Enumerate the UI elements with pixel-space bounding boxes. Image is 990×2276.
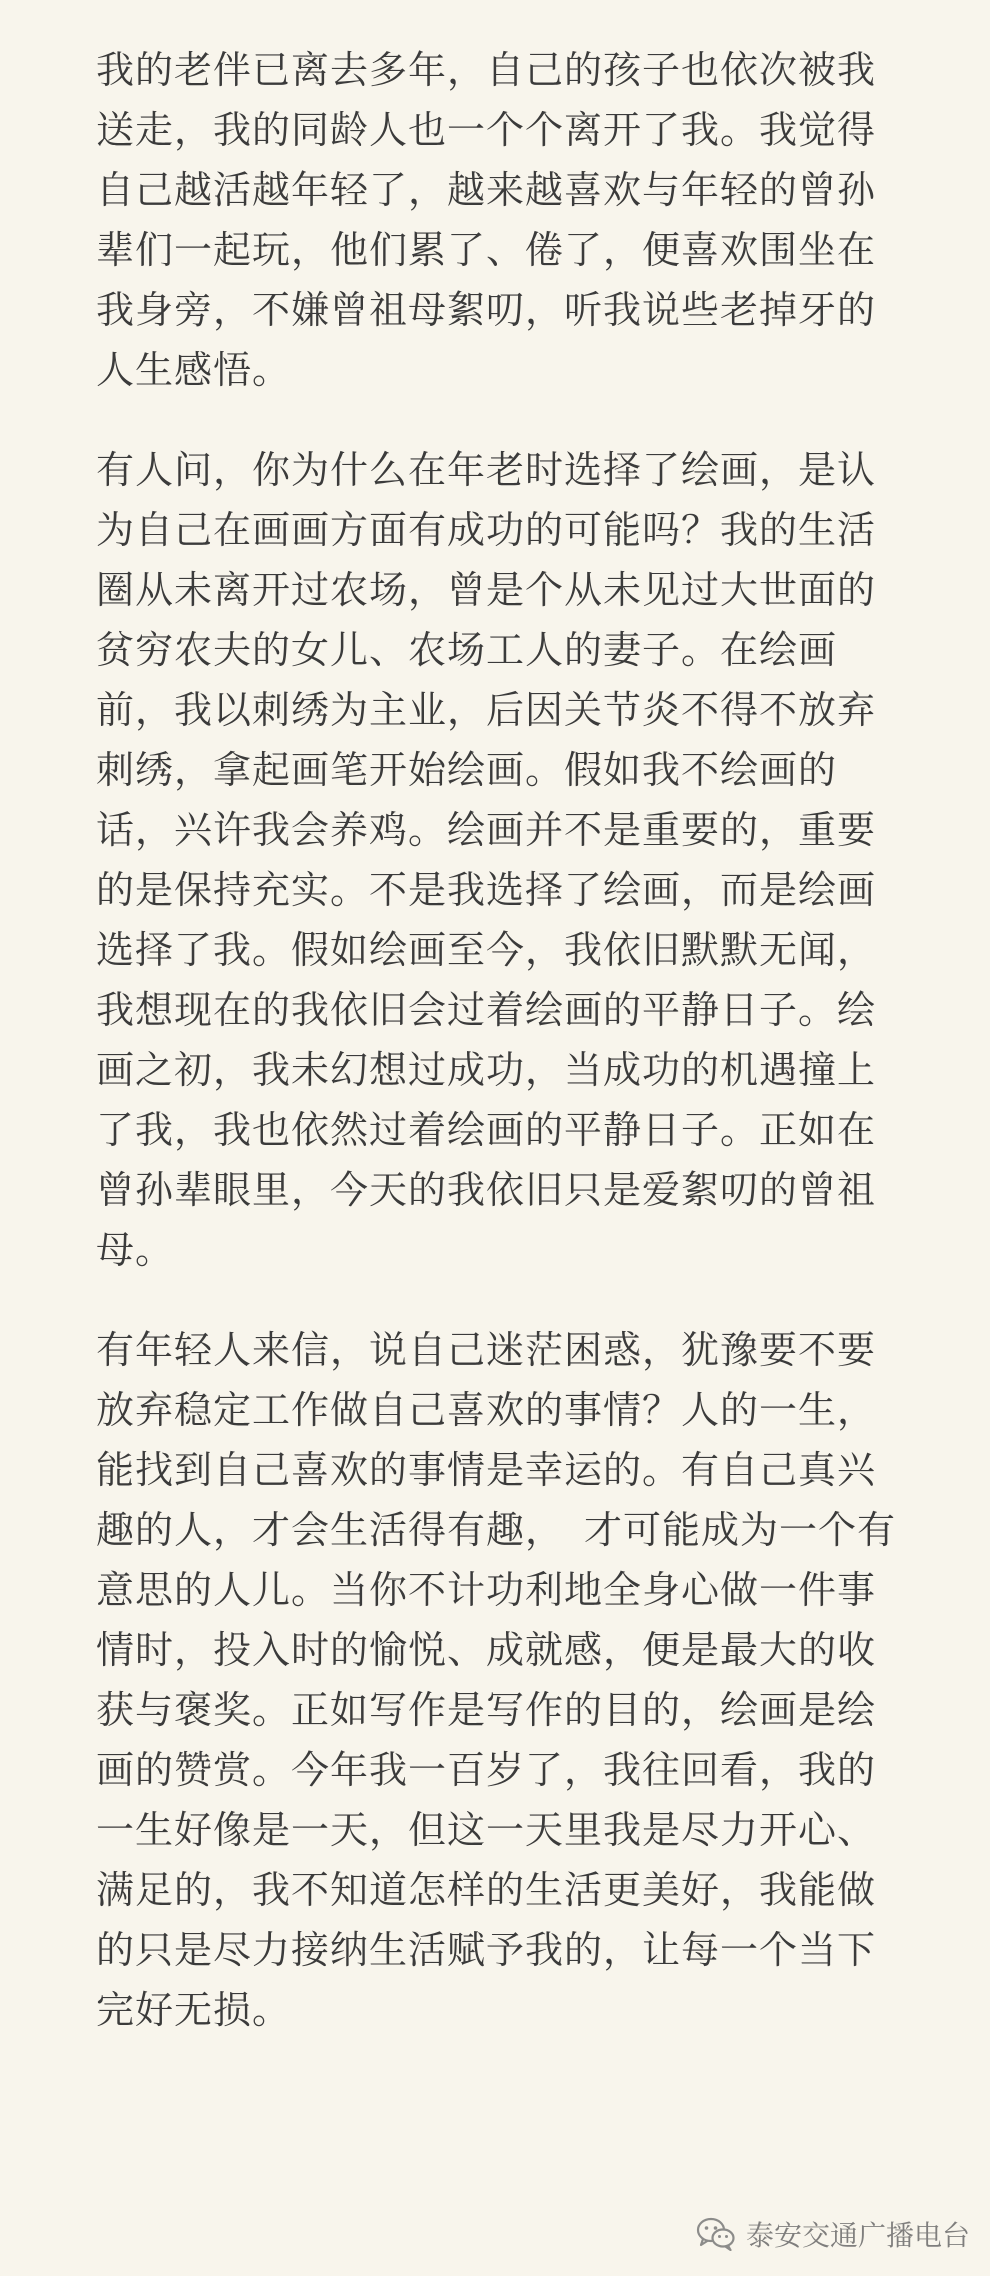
wechat-icon <box>696 2217 736 2251</box>
text-line: 圈从未离开过农场，曾是个从未见过大世面的 <box>96 568 877 612</box>
text-line: 获与褒奖。正如写作是写作的目的，绘画是绘 <box>96 1688 877 1732</box>
text-line: 母。 <box>96 1228 175 1272</box>
watermark-text: 泰安交通广播电台 <box>745 2219 970 2252</box>
text-line: 一生好像是一天，但这一天里我是尽力开心、 <box>96 1808 877 1852</box>
text-line: 的只是尽力接纳生活赋予我的，让每一个当下 <box>96 1928 877 1972</box>
text-line: 自己越活越年轻了，越来越喜欢与年轻的曾孙 <box>96 168 877 212</box>
text-line: 的是保持充实。不是我选择了绘画，而是绘画 <box>96 868 877 912</box>
text-line: 话，兴许我会养鸡。绘画并不是重要的，重要 <box>96 808 877 852</box>
text-line: 为自己在画画方面有成功的可能吗？我的生活 <box>96 508 877 552</box>
text-line: 我身旁，不嫌曾祖母絮叨，听我说些老掉牙的 <box>96 288 877 332</box>
text-line: 画的赞赏。今年我一百岁了，我往回看，我的 <box>96 1748 877 1792</box>
text-line: 有人问，你为什么在年老时选择了绘画，是认 <box>96 448 877 492</box>
text-line: 完好无损。 <box>96 1988 292 2032</box>
paragraph-3 <box>96 1320 936 2040</box>
text-line: 曾孙辈眼里，今天的我依旧只是爱絮叨的曾祖 <box>96 1168 877 1212</box>
text-line: 意思的人儿。当你不计功利地全身心做一件事 <box>96 1568 877 1612</box>
article-body <box>96 40 936 2080</box>
text-line: 刺绣，拿起画笔开始绘画。假如我不绘画的 <box>96 748 838 792</box>
text-line: 送走，我的同龄人也一个个离开了我。我觉得 <box>96 108 877 152</box>
paragraph-1 <box>96 40 936 400</box>
text-line: 我想现在的我依旧会过着绘画的平静日子。绘 <box>96 988 877 1032</box>
text-line: 趣的人，才会生活得有趣， 才可能成为一个有 <box>96 1508 897 1552</box>
text-line: 人生感悟。 <box>96 348 292 392</box>
text-line: 我的老伴已离去多年，自己的孩子也依次被我 <box>96 48 877 92</box>
source-watermark <box>696 2214 970 2254</box>
text-line: 情时，投入时的愉悦、成就感，便是最大的收 <box>96 1628 877 1672</box>
text-line: 满足的，我不知道怎样的生活更美好，我能做 <box>96 1868 877 1912</box>
text-line: 有年轻人来信，说自己迷茫困惑，犹豫要不要 <box>96 1328 877 1372</box>
text-line: 了我，我也依然过着绘画的平静日子。正如在 <box>96 1108 877 1152</box>
text-line: 画之初，我未幻想过成功，当成功的机遇撞上 <box>96 1048 877 1092</box>
text-line: 选择了我。假如绘画至今，我依旧默默无闻， <box>96 928 877 972</box>
paragraph-2 <box>96 440 936 1280</box>
text-line: 能找到自己喜欢的事情是幸运的。有自己真兴 <box>96 1448 877 1492</box>
text-line: 辈们一起玩，他们累了、倦了，便喜欢围坐在 <box>96 228 877 272</box>
text-line: 贫穷农夫的女儿、农场工人的妻子。在绘画 <box>96 628 838 672</box>
text-line: 放弃稳定工作做自己喜欢的事情？人的一生， <box>96 1388 877 1432</box>
text-line: 前，我以刺绣为主业，后因关节炎不得不放弃 <box>96 688 877 732</box>
